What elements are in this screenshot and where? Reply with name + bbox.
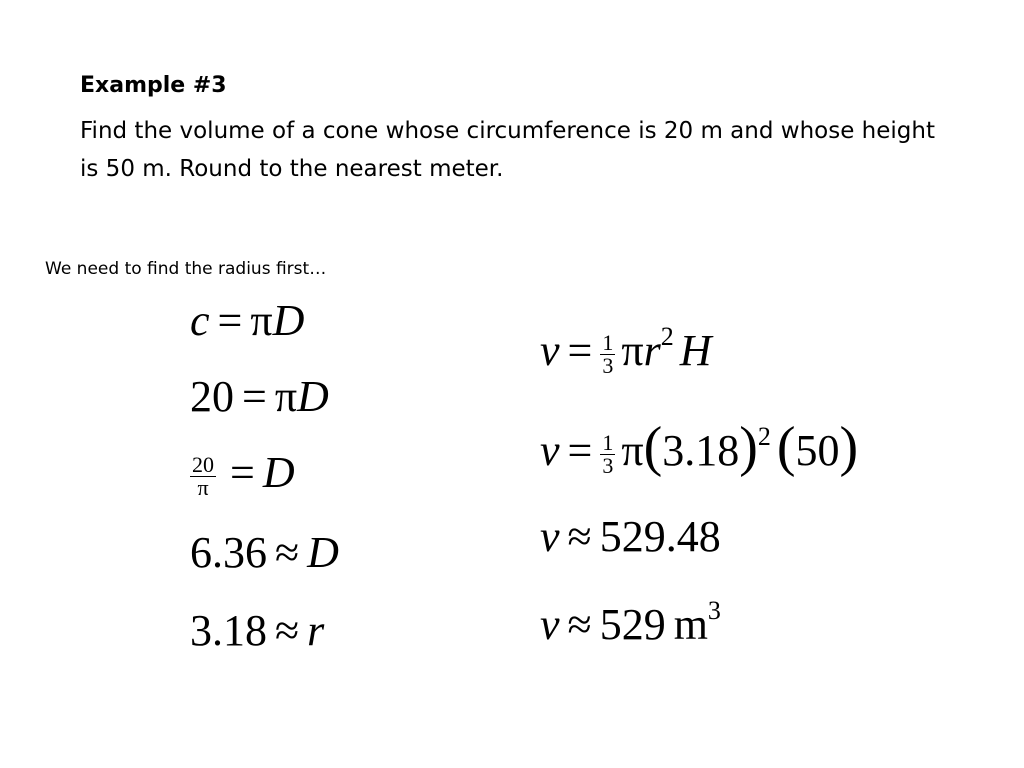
step-cone-volume-formula: [540, 322, 712, 379]
volume-value: 529.48: [599, 512, 721, 561]
var-v: v: [540, 326, 560, 375]
unit-meter: m: [673, 600, 708, 649]
fraction-denominator: 3: [602, 353, 614, 379]
right-paren: ): [739, 416, 758, 478]
var-d: D: [307, 528, 339, 577]
diameter-value: 6.36: [190, 528, 267, 577]
exponent: 2: [757, 422, 771, 451]
fraction-numerator: 20: [192, 452, 214, 478]
equals-sign: =: [242, 372, 267, 421]
var-v: v: [540, 512, 560, 561]
pi-symbol: π: [621, 426, 644, 475]
approx-sign: ≈: [275, 528, 300, 577]
radius-value: 3.18: [662, 426, 740, 475]
equals-sign: =: [567, 326, 593, 375]
var-r: r: [307, 606, 325, 655]
rounded-volume: 529: [599, 600, 666, 649]
equals-sign: =: [230, 448, 255, 497]
step-diameter-value: [190, 528, 339, 578]
fraction-denominator: 3: [602, 453, 614, 479]
example-heading: Example #3: [80, 73, 227, 98]
equals-sign: =: [217, 296, 243, 345]
var-h: H: [679, 326, 712, 375]
step-substitute-values: [540, 416, 859, 479]
approx-sign: ≈: [275, 606, 300, 655]
step-divide-by-pi: [190, 448, 295, 499]
fraction-numerator: 1: [602, 330, 614, 356]
var-d: D: [272, 296, 305, 345]
exponent: 3: [707, 596, 721, 625]
fraction-denominator: π: [197, 475, 209, 501]
approx-sign: ≈: [567, 512, 592, 561]
pi-symbol: π: [274, 372, 298, 421]
fraction-20-over-pi: [190, 454, 216, 499]
equals-sign: =: [567, 426, 593, 475]
left-paren: (: [776, 416, 796, 478]
var-r: r: [643, 326, 661, 375]
value-20: 20: [190, 372, 234, 421]
problem-statement: Find the volume of a cone whose circumference is 20 m and whose height is 50 m. Round to the nearest meter.: [80, 118, 935, 182]
right-paren: ): [839, 416, 859, 478]
fraction-numerator: 1: [602, 430, 614, 456]
fraction-one-third: [600, 432, 615, 477]
fraction-one-third: [600, 332, 615, 377]
exponent: 2: [660, 322, 674, 351]
left-paren: (: [643, 416, 663, 478]
pi-symbol: π: [250, 296, 273, 345]
pi-symbol: π: [621, 326, 644, 375]
step-radius-value: [190, 606, 324, 656]
approx-sign: ≈: [567, 600, 592, 649]
step-volume-rounded: [540, 596, 721, 650]
radius-value: 3.18: [190, 606, 267, 655]
var-v: v: [540, 600, 560, 649]
step-circumference-formula: [190, 296, 304, 346]
height-value: 50: [795, 426, 840, 475]
var-c: c: [190, 296, 210, 345]
var-d: D: [297, 372, 329, 421]
radius-note: We need to find the radius first…: [45, 259, 327, 279]
step-substitute-circumference: [190, 372, 329, 422]
var-v: v: [540, 426, 560, 475]
var-d: D: [262, 448, 295, 497]
step-volume-result: [540, 512, 721, 562]
